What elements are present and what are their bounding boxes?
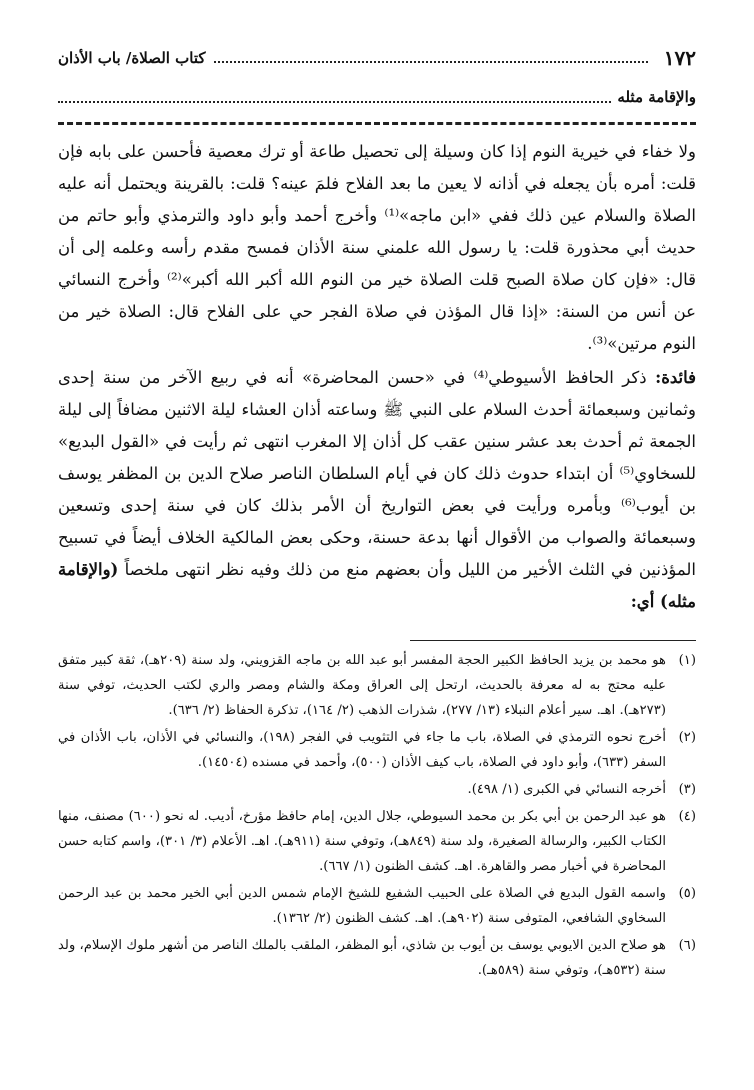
- header-title: كتاب الصلاة/ باب الأذان: [58, 49, 206, 67]
- footnote-number: (١): [678, 653, 696, 668]
- footnote-number: (٣): [678, 782, 696, 797]
- footnote-text: أخرج نحوه الترمذي في الصلاة، باب ما جاء في التثويب في الفجر (١٩٨)، والنسائي في الأذان، باب الأذان في السفر (٦٣٣)، وأبو داود في الصلاة، باب كيف الأذان (٥٠٠)، وأحمد في مسنده (١٤٥٠٤).: [58, 730, 666, 770]
- footnote-1: [58, 648, 696, 723]
- header-dotted-leader: [214, 61, 648, 63]
- paragraph-2-body: ذكر الحافظ الأسيوطي⁽⁴⁾ في «حسن المحاضرة» أنه في ربيع الآخر من سنة إحدى وثمانين وسبعمائة أحدث السلام على النبي ﷺ وساعته أذان العشاء ليلة الاثنين مضافاً إلى ليلة الجمعة ثم أحدث بعد عشر سنين عقب كل أذان إلا المغرب انتهى ثم رأيت في «القول البديع» للسخاوي⁽⁵⁾ أن ابتداء حدوث ذلك كان في أيام السلطان الناصر صلاح الدين بن المظفر يوسف بن أيوب⁽⁶⁾ وبأمره ورأيت في بعض التواريخ أن الأمر بذلك كان في سنة إحدى وتسعين وسبعمائة والصواب من الأقوال أنها بدعة حسنة، وحكى بعض المالكية الخلاف أيضاً في تسبيح المؤذنين في الثلث الأخير من الليل وأن بعضهم منع من ذلك وفيه نظر انتهى ملخصاً: [58, 368, 697, 579]
- page-number: ١٧٢: [663, 46, 696, 70]
- footnote-4: [58, 804, 696, 879]
- paragraph-1: ولا خفاء في خيرية النوم إذا كان وسيلة إلى تحصيل طاعة أو ترك معصية فأحسن على بابه فإن قلت: أمره بأن يجعله في أذانه لا يعين ما بعد الفلاح فلمَ عينه؟ قلت: بالقرينة ويحتمل أنه عليه الصلاة والسلام عين ذلك ففي «ابن ماجه»⁽¹⁾ وأخرج أحمد وأبو داود والترمذي وأبو حاتم من حديث أبي محذورة قلت: يا رسول الله علمني سنة الأذان فمسح مقدم رأسه وعلمه إلى أن قال: «فإن كان صلاة الصبح قلت الصلاة خير من النوم الله أكبر الله أكبر»⁽²⁾ وأخرج النسائي عن أنس من السنة: «إذا قال المؤذن في صلاة الفجر حي على الفلاح قال: الصلاة خير من النوم مرتين»⁽³⁾.: [58, 142, 696, 353]
- footnote-5: [58, 881, 696, 931]
- footnote-3: [58, 777, 696, 802]
- footnote-text: هو محمد بن يزيد الحافظ الكبير الحجة المفسر أبو عبد الله بن ماجه القزويني، ولد سنة (٢٠٩هـ)، ثقة كبير متفق عليه محتج به له معرفة بالحديث، ارتحل إلى العراق ومكة والشام ومصر والري لكتب الحديث، توفي سنة (٢٧٣هـ). اهـ. سير أعلام النبلاء (١٣/ ٢٧٧)، شذرات الذهب (٢/ ١٦٤)، تذكرة الحفاظ (٢/ ٦٣٦).: [58, 653, 666, 718]
- footnotes: [58, 648, 696, 985]
- dashed-divider: [58, 122, 696, 125]
- heading-text: والإقامة مثله: [617, 88, 696, 106]
- heading-dotted-leader: [58, 101, 611, 103]
- book-page: [58, 0, 696, 1090]
- footnote-6: [58, 933, 696, 983]
- footnote-text: هو صلاح الدين الايوبي يوسف بن أيوب بن شاذي، أبو المظفر، الملقب بالملك الناصر من أشهر ملوك الإسلام، ولد سنة (٥٣٢هـ)، وتوفي سنة (٥٨٩هـ).: [58, 938, 666, 978]
- footnote-number: (٤): [678, 809, 696, 824]
- footnote-number: (٢): [678, 730, 696, 745]
- footnote-text: واسمه القول البديع في الصلاة على الحبيب الشفيع للشيخ الإمام شمس الدين أبي الخير محمد بن عبد الرحمن السخاوي الشافعي، المتوفى سنة (٩٠٢هـ). اهـ. كشف الظنون (٢/ ١٣٦٢).: [58, 886, 666, 926]
- paragraph-2-tail: (والإقامة مثله) أي:: [58, 560, 696, 611]
- running-header: [58, 44, 696, 72]
- matn-heading: [58, 88, 696, 106]
- footnote-number: (٥): [678, 886, 696, 901]
- faida-label: فائدة:: [655, 368, 697, 387]
- footnote-text: أخرجه النسائي في الكبرى (١/ ٤٩٨).: [467, 782, 666, 797]
- paragraph-2: [58, 362, 696, 618]
- footnote-text: هو عبد الرحمن بن أبي بكر بن محمد السيوطي، جلال الدين، إمام حافظ مؤرخ، أديب. له نحو (٦٠٠) مصنف، منها الكتاب الكبير، والرسالة الصغيرة، ولد سنة (٨٤٩هـ)، وتوفي سنة (٩١١هـ). اهـ. الأعلام (٣/ ٣٠١)، واسم كتابه حسن المحاضرة في أخبار مصر والقاهرة. اهـ. كشف الظنون (١/ ٦٦٧).: [58, 809, 667, 874]
- footnote-separator: [410, 640, 696, 641]
- footnote-number: (٦): [678, 938, 696, 953]
- footnote-2: [58, 725, 696, 775]
- main-text: [58, 136, 696, 618]
